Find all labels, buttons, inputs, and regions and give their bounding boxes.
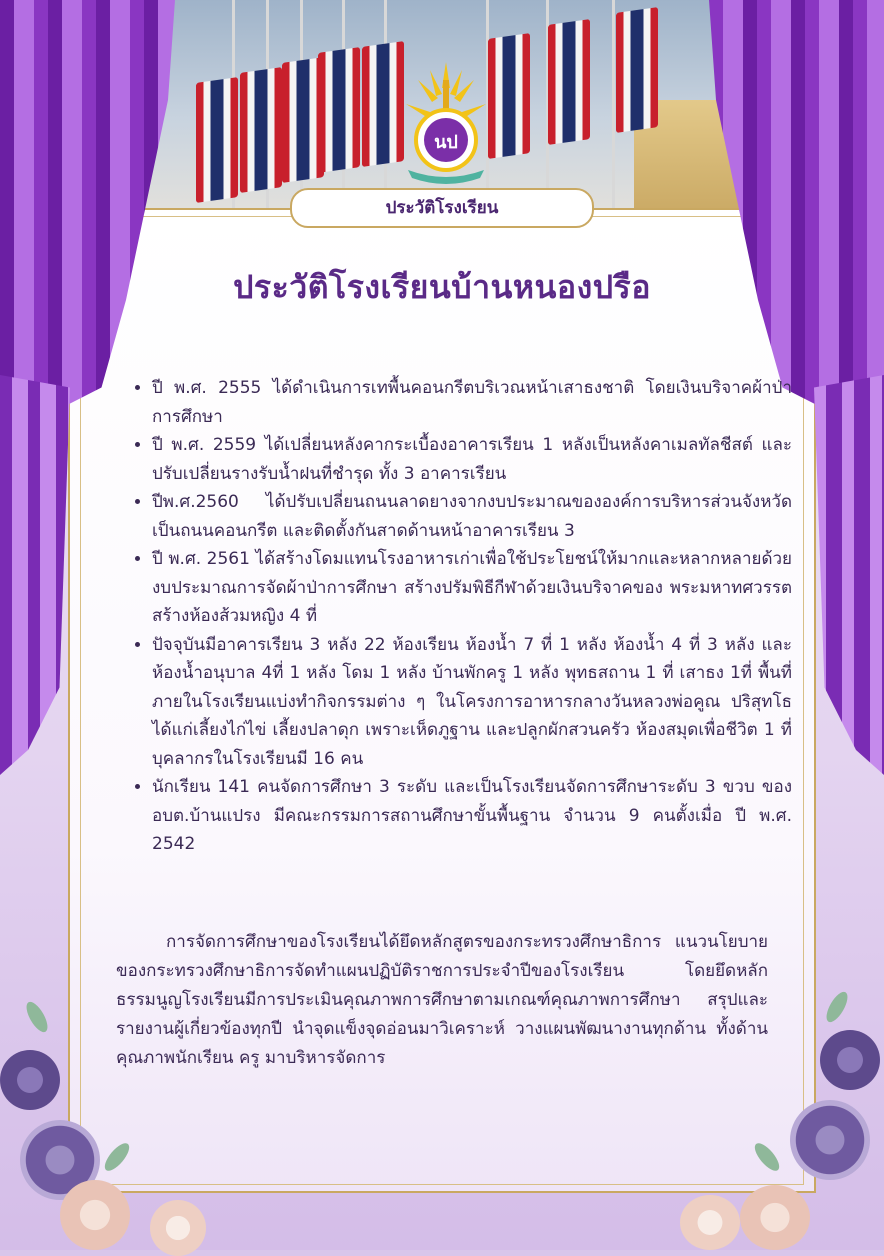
thai-flag (318, 47, 360, 173)
thai-flag (548, 19, 590, 145)
flower-decoration (820, 1030, 880, 1090)
history-list (128, 374, 792, 859)
section-ribbon: ประวัติโรงเรียน (290, 188, 594, 228)
thai-flag (616, 7, 658, 133)
list-item: • ปีพ.ศ.2560 ได้ปรับเปลี่ยนถนนลาดยางจากงบประมาณขององค์การบริหารส่วนจังหวัด เป็นถนนคอนกรีต และติดตั้งกันสาดด้านหน้าอาคารเรียน 3 (152, 488, 792, 545)
thai-flag (488, 33, 530, 159)
page-title: ประวัติโรงเรียนบ้านหนองปรือ (233, 268, 651, 306)
flower-decoration (0, 1050, 60, 1110)
list-item: • ปี พ.ศ. 2559 ได้เปลี่ยนหลังคากระเบื้องอาคารเรียน 1 หลังเป็นหลังคาเมลทัลชีสต์ และปรับเปลี่ยนรางรับน้ำฝนที่ชำรุด ทั้ง 3 อาคารเรียน (152, 431, 792, 488)
thai-flag (240, 67, 282, 193)
list-item: • นักเรียน 141 คนจัดการศึกษา 3 ระดับ และเป็นโรงเรียนจัดการศึกษาระดับ 3 ขวบ ของ อบต.บ้านแปรง มีคณะกรรมการสถานศึกษาขั้นพื้นฐาน จำนวน 9 คนตั้งเมื่อ ปี พ.ศ. 2542 (152, 773, 792, 859)
logo-text: นป (434, 132, 458, 153)
flower-decoration (150, 1200, 206, 1256)
list-item: • ปัจจุบันมีอาคารเรียน 3 หลัง 22 ห้องเรียน ห้องน้ำ 7 ที่ 1 หลัง ห้องน้ำ 4 ที่ 3 หลัง และห้องน้ำอนุบาล 4ที่ 1 หลัง โดม 1 หลัง บ้านพักครู 1 หลัง พุทธสถาน 1 ที่ เสาธง 1ที่ พื้นที่ภายในโรงเรียนแบ่งทำกิจกรรมต่าง ๆ ในโครงการอาหารกลางวันหลวงพ่อคูณ ปริสุทโธ ได้แก่เลี้ยงไก่ไข่ เลี้ยงปลาดุก เพราะเห็ดภูฐาน และปลูกผักสวนครัว ห้องสมุดเพื่อชีวิต 1 ที่ บุคลากรในโรงเรียนมี 16 คน (152, 631, 792, 774)
flower-decoration (740, 1185, 810, 1250)
school-logo (398, 58, 494, 188)
summary-paragraph: การจัดการศึกษาของโรงเรียนได้ยึดหลักสูตรของกระทรวงศึกษาธิการ แนวนโยบายของกระทรวงศึกษาธิการจัดทำแผนปฏิบัติราชการประจำปีของโรงเรียน โดยยึดหลักธรรมนูญโรงเรียนมีการประเมินคุณภาพการศึกษาตามเกณฑ์คุณภาพการศึกษา สรุปและรายงานผู้เกี่ยวข้องทุกปี นำจุดแข็งจุดอ่อนมาวิเคราะห์ วางแผนพัฒนางานทุกด้าน ทั้งด้านคุณภาพนักเรียน ครู มาบริหารจัดการ (116, 932, 768, 1068)
flower-decoration (790, 1100, 870, 1180)
flag-pole (612, 0, 615, 215)
flower-decoration (680, 1195, 740, 1250)
list-item: • ปี พ.ศ. 2561 ได้สร้างโดมแทนโรงอาหารเก่าเพื่อใช้ประโยชน์ให้มากและหลากหลายด้วยงบประมาณการจัดผ้าป่าการศึกษา สร้างปรัมพิธีกีฬาด้วยเงินบริจาคของ พระมหาทศวรรตสร้างห้องส้วมหญิง 4 ที่ (152, 545, 792, 631)
thai-flag (196, 77, 238, 203)
list-item: • ปี พ.ศ. 2555 ได้ดำเนินการเทพื้นคอนกรีตบริเวณหน้าเสาธงชาติ โดยเงินบริจาคผ้าป่าการศึกษา (152, 374, 792, 431)
flower-decoration (60, 1180, 130, 1250)
